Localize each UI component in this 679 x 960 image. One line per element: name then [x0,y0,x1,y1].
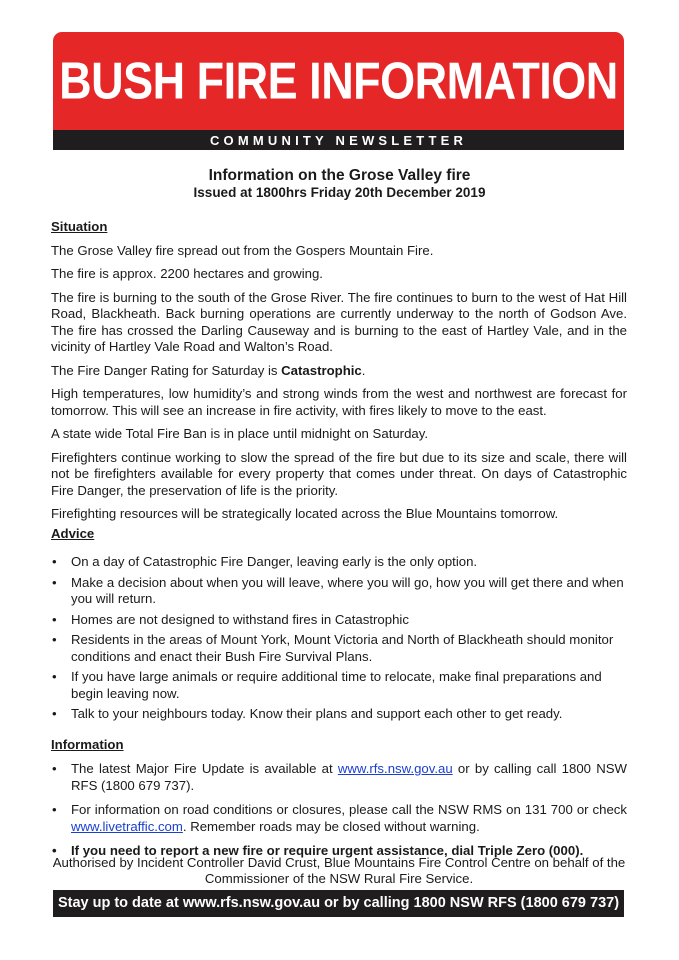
advice-item [51,575,627,608]
fire-danger-rating: Catastrophic [281,362,362,378]
fire-danger-suffix: . [361,362,366,378]
livetraffic-link[interactable]: www.livetraffic.com [71,818,183,834]
advice-list [51,554,627,723]
bullet-icon: • [52,802,57,817]
bullet-icon: • [52,669,57,684]
info-text: or by calling call 1800 NSW RFS (1800 679 737). [71,761,628,793]
advice-item [51,706,627,723]
situation-paragraph: The Grose Valley fire spread out from the Gospers Mountain Fire. [51,242,434,258]
advice-item [51,632,627,665]
bullet-icon: • [52,611,57,627]
situation-paragraph: The fire is approx. 2200 hectares and growing. [51,266,323,281]
advice-item-text: Homes are not designed to withstand fires in Catastrophic [71,611,409,627]
fire-danger-paragraph [51,363,627,380]
situation-paragraph: A state wide Total Fire Ban is in place until midnight on Saturday. [51,426,429,441]
information-heading: Information [51,736,124,752]
situation-paragraph: High temperatures, low humidity’s and strong winds from the west and northwest are forecast for tomorrow. This will see an increase in fire activity, with fires likely to move to the east. [51,386,627,418]
advice-item-text: Talk to your neighbours today. Know their plans and support each other to get ready. [71,706,563,721]
footer-text: Stay up to date at www.rfs.nsw.gov.au or by calling 1800 NSW RFS (1800 679 737) [57,895,620,911]
document-title: Information on the Grose Valley fire [208,167,471,184]
situation-heading: Situation [51,219,108,234]
situation-paragraph: The fire is burning to the south of the Grose River. The fire continues to burn to the west of Hat Hill Road, Blackheath. Back burning operations are currently underway to the north of Godson Ave. The fire has crossed the Darling Causeway and is burning to the east of Hartley Vale, and in the vicinity of Hartley Vale Road and Walton’s Road. [51,289,627,354]
information-item [51,802,627,835]
bullet-icon: • [52,574,57,590]
fire-danger-prefix: The Fire Danger Rating for Saturday is [51,362,282,378]
info-text: The latest Major Fire Update is available at [71,761,338,776]
bullet-icon: • [52,706,57,721]
emergency-text: If you need to report a new fire or require urgent assistance, dial Triple Zero (000). [71,843,584,858]
situation-paragraph: Firefighters continue working to slow the spread of the fire but due to its size and scale, there will not be firefighters available for every property that comes under threat. On days of Catastrophic Fire Danger, the preservation of life is the priority. [51,449,627,498]
header-banner [53,32,624,130]
information-item [51,761,627,794]
info-text: . Remember roads may be closed without warning. [182,818,480,834]
footer-bar [53,890,624,917]
advice-heading: Advice [51,525,95,541]
advice-item [51,554,627,571]
info-text: For information on road conditions or closures, please call the NSW RMS on 131 700 or check [71,802,627,817]
information-list [51,761,627,860]
newsletter-strip [53,130,624,150]
main-content [51,219,627,864]
rfs-website-link[interactable]: www.rfs.nsw.gov.au [337,761,453,776]
authorisation-note: Authorised by Incident Controller David Crust, Blue Mountains Fire Control Centre on behalf of the Commissioner of the NSW Rural Fire Service. [52,855,626,886]
newsletter-label: COMMUNITY NEWSLETTER [209,133,468,148]
advice-item-text: Make a decision about when you will leave, where you will go, how you will get there and when you will return. [71,574,624,606]
bullet-icon: • [52,761,57,776]
advice-item-text: On a day of Catastrophic Fire Danger, leaving early is the only option. [71,554,478,569]
advice-item-text: If you have large animals or require additional time to relocate, make final preparations and begin leaving now. [71,669,602,701]
banner-title: BUSH FIRE INFORMATION [59,51,618,110]
bullet-icon: • [52,554,57,569]
advice-item-text: Residents in the areas of Mount York, Mount Victoria and North of Blackheath should monitor conditions and enact their Bush Fire Survival Plans. [71,632,614,664]
bullet-icon: • [52,632,57,647]
advice-item [51,612,627,629]
issued-date: Issued at 1800hrs Friday 20th December 2019 [193,185,486,200]
advice-item [51,669,627,702]
situation-paragraph: Firefighting resources will be strategically located across the Blue Mountains tomorrow. [51,506,559,521]
bullet-icon: • [52,843,57,858]
